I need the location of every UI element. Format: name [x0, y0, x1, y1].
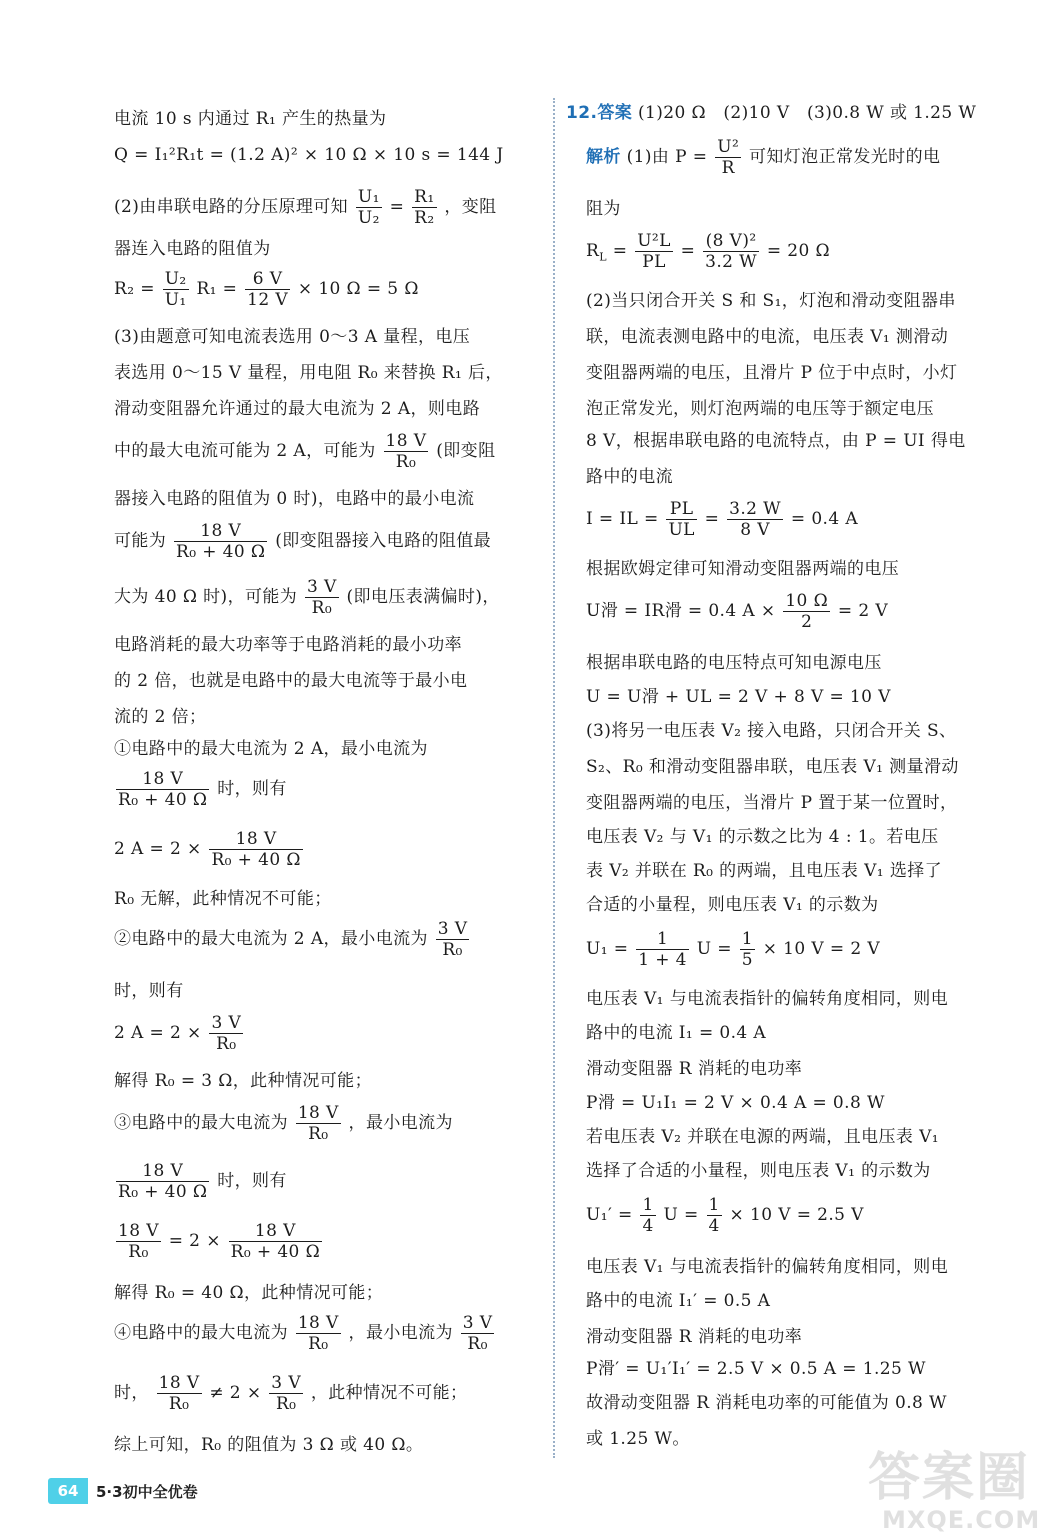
fraction-numerator: 18 V — [297, 1313, 339, 1333]
fraction — [209, 830, 302, 869]
fraction — [707, 1196, 722, 1235]
fraction-denominator: R — [715, 157, 741, 177]
text-line: 的 2 倍，也就是电路中的最大电流等于最小电 — [114, 671, 468, 691]
fraction — [174, 522, 267, 561]
fraction-denominator: 5 — [741, 950, 753, 970]
text-segment: 可知灯泡正常发光时的电 — [748, 147, 941, 167]
text-segment: = — [612, 241, 628, 261]
question-number: 12. — [566, 103, 598, 123]
case-2-heading — [114, 920, 471, 959]
fraction — [116, 770, 209, 809]
fraction-numerator: (8 V)² — [705, 231, 757, 251]
fraction-numerator: 18 V — [254, 1221, 296, 1241]
answer-tag: 答案 — [597, 103, 633, 123]
fraction — [209, 1014, 243, 1053]
equation-power-1: P滑 = U₁I₁ = 2 V × 0.4 A = 0.8 W — [586, 1093, 885, 1113]
case-4-heading — [114, 1314, 496, 1353]
text-segment: U₁′ = — [586, 1205, 633, 1225]
fraction — [666, 500, 696, 539]
text-line: 若电压表 V₂ 并联在电源的两端，且电压表 V₁ — [586, 1127, 939, 1147]
text-line: 电压表 V₂ 与 V₁ 的示数之比为 4 : 1。若电压 — [586, 827, 939, 847]
text-line: 电压表 V₁ 与电流表指针的偏转角度相同，则电 — [586, 989, 949, 1009]
text-segment: R — [586, 241, 600, 261]
text-segment: × 10 V = 2.5 V — [729, 1205, 864, 1225]
text-line: 8 V，根据串联电路的电流特点，由 P = UI 得电 — [586, 431, 966, 451]
text-line: 根据欧姆定律可知滑动变阻器两端的电压 — [586, 559, 900, 579]
text-segment: × 10 Ω = 5 Ω — [297, 279, 419, 299]
fraction — [356, 188, 382, 227]
text-line: 泡正常发光，则灯泡两端的电压等于额定电压 — [586, 399, 934, 419]
fraction — [163, 270, 189, 309]
text-segment: 时，则有 — [217, 1171, 287, 1191]
case-3-heading — [114, 1104, 453, 1143]
fraction-denominator: R₀ — [296, 1123, 341, 1143]
equation-r2 — [114, 270, 419, 309]
fraction-numerator: 18 V — [385, 431, 427, 451]
fraction — [157, 1374, 202, 1413]
fraction-denominator: R₀ + 40 Ω — [176, 542, 266, 562]
analysis-tag: 解析 — [586, 147, 621, 167]
fraction-denominator: 12 V — [247, 290, 289, 310]
text-line: 变阻器两端的电压，当滑片 P 置于某一位置时， — [586, 793, 958, 813]
text-line: S₂、R₀ 和滑动变阻器串联，电压表 V₁ 测量滑动 — [586, 757, 959, 777]
fraction-denominator: R₂ — [414, 208, 435, 228]
fraction-numerator: PL — [669, 499, 694, 519]
text-segment: ③电路中的最大电流为 — [114, 1113, 288, 1133]
fraction-denominator: 4 — [642, 1216, 654, 1236]
text-line — [114, 1374, 467, 1413]
equation-u1-prime — [586, 1196, 864, 1235]
text-segment: 时，则有 — [217, 779, 287, 799]
equation-current — [586, 500, 858, 539]
fraction — [296, 1314, 341, 1353]
fraction-numerator: 18 V — [118, 1221, 159, 1241]
text-segment: = 2 V — [837, 601, 889, 621]
fraction — [703, 232, 759, 271]
fraction — [727, 500, 783, 539]
fraction — [116, 1162, 209, 1201]
fraction-numerator: 18 V — [235, 829, 277, 849]
fraction — [461, 1314, 495, 1353]
text-line — [114, 770, 287, 809]
text-line: 联，电流表测电路中的电流，电压表 V₁ 测滑动 — [586, 327, 949, 347]
fraction-denominator: R₀ — [296, 1333, 341, 1353]
fraction — [412, 188, 436, 227]
fraction-denominator: R₀ — [269, 1393, 303, 1413]
fraction-numerator: 10 Ω — [785, 591, 829, 611]
text-line: R₀ 无解，此种情况不可能； — [114, 889, 332, 909]
text-line: 阻为 — [586, 199, 621, 219]
fraction-numerator: 6 V — [252, 269, 283, 289]
fraction — [269, 1374, 303, 1413]
fraction-denominator: R₀ + 40 Ω — [118, 790, 208, 810]
equation-case-3 — [114, 1222, 324, 1261]
fraction-denominator: R₀ — [157, 1393, 202, 1413]
equation-heat: Q = I₁²R₁t = (1.2 A)² × 10 Ω × 10 s = 144 J — [114, 145, 504, 165]
text-line: 合适的小量程，则电压表 V₁ 的示数为 — [586, 895, 879, 915]
fraction-denominator: PL — [635, 251, 673, 271]
fraction — [384, 432, 429, 471]
text-segment: ≠ 2 × — [209, 1383, 262, 1403]
fraction-numerator: 18 V — [142, 1161, 184, 1181]
fraction — [116, 1222, 161, 1261]
text-line: 选择了合适的小量程，则电压表 V₁ 的示数为 — [586, 1161, 931, 1181]
equation-case-1 — [114, 830, 305, 869]
fraction-denominator: 4 — [708, 1216, 720, 1236]
text-line: 根据串联电路的电压特点可知电源电压 — [586, 653, 882, 673]
text-line: 器接入电路的阻值为 0 时)，电路中的最小电流 — [114, 489, 475, 509]
text-segment: ②电路中的最大电流为 2 A，最小电流为 — [114, 929, 428, 949]
text-segment: = 2 × — [168, 1231, 221, 1251]
text-line: 变阻器两端的电压，且滑片 P 位于中点时，小灯 — [586, 363, 958, 383]
fraction-numerator: U²L — [637, 231, 671, 251]
text-line: 滑动变阻器允许通过的最大电流为 2 A，则电路 — [114, 399, 481, 419]
fraction-denominator: R₀ — [461, 1333, 495, 1353]
text-line: 时，则有 — [114, 981, 184, 1001]
text-segment: R₁ = — [196, 279, 238, 299]
text-segment: U滑 = IR滑 = 0.4 A × — [586, 601, 776, 621]
fraction-denominator: UL — [668, 520, 695, 540]
text-segment: 可能为 — [114, 531, 167, 551]
text-line: 滑动变阻器 R 消耗的电功率 — [586, 1059, 803, 1079]
fraction-numerator: 1 — [741, 929, 753, 949]
answer-text: (1)20 Ω (2)10 V (3)0.8 W 或 1.25 W — [637, 103, 977, 123]
fraction — [783, 592, 830, 631]
text-segment: ，此种情况不可能； — [310, 1383, 468, 1403]
fraction — [436, 920, 470, 959]
text-line: 器连入电路的阻值为 — [114, 239, 271, 259]
text-segment: (1)由 P = — [626, 147, 708, 167]
fraction-numerator: 18 V — [158, 1373, 200, 1393]
equation-case-2 — [114, 1014, 245, 1053]
fraction — [715, 138, 741, 177]
question-12-answer — [566, 102, 976, 124]
text-line: 解得 R₀ = 40 Ω，此种情况可能； — [114, 1283, 384, 1303]
watermark-logo — [868, 1450, 1048, 1534]
brand-title: 5·3初中全优卷 — [96, 1482, 198, 1501]
fraction — [229, 1222, 322, 1261]
fraction-denominator: R₀ — [305, 597, 339, 617]
equation-u-total: U = U滑 + UL = 2 V + 8 V = 10 V — [586, 687, 891, 707]
case-1-heading: ①电路中的最大电流为 2 A，最小电流为 — [114, 739, 428, 759]
analysis-line — [586, 138, 940, 177]
text-segment: ，变阻 — [444, 197, 497, 217]
text-segment: = — [704, 509, 720, 529]
fraction-numerator: 3.2 W — [729, 499, 782, 519]
text-segment: ④电路中的最大电流为 — [114, 1323, 288, 1343]
text-segment: 2 A = 2 × — [114, 1023, 202, 1043]
text-segment: = 20 Ω — [766, 241, 831, 261]
text-segment: × 10 V = 2 V — [762, 939, 881, 959]
fraction-numerator: 1 — [656, 929, 669, 949]
text-segment: L — [599, 250, 607, 264]
page-number: 64 — [48, 1478, 88, 1504]
text-segment: 2 A = 2 × — [114, 839, 202, 859]
fraction-denominator: R₀ + 40 Ω — [230, 1242, 321, 1262]
text-segment: 时， — [114, 1383, 149, 1403]
text-segment: R₂ = — [114, 279, 155, 299]
text-line: 表 V₂ 并联在 R₀ 的两端，且电压表 V₁ 选择了 — [586, 861, 943, 881]
watermark-url: MXQE.COM — [882, 1506, 1041, 1534]
text-line: 路中的电流 — [586, 467, 673, 487]
fraction — [296, 1104, 341, 1143]
fraction-denominator: R₀ + 40 Ω — [118, 1182, 208, 1202]
page-footer — [48, 1478, 198, 1504]
text-segment: = — [389, 197, 405, 217]
text-segment: I = IL = — [586, 509, 659, 529]
text-segment: ，最小电流为 — [348, 1323, 453, 1343]
text-segment: (即电压表满偏时)， — [346, 587, 500, 607]
text-line: 路中的电流 I₁′ = 0.5 A — [586, 1291, 771, 1311]
fraction-numerator: 18 V — [142, 769, 184, 789]
text-segment: (即变阻器接入电路的阻值最 — [275, 531, 492, 551]
fraction-denominator: R₀ + 40 Ω — [211, 850, 301, 870]
fraction — [305, 578, 339, 617]
fraction-denominator: R₀ — [116, 1241, 161, 1261]
fraction-denominator: R₀ — [209, 1033, 243, 1053]
text-segment: = — [680, 241, 696, 261]
fraction-denominator: U₁ — [164, 290, 187, 310]
text-line: 电流 10 s 内通过 R₁ 产生的热量为 — [114, 109, 387, 129]
text-line — [114, 522, 491, 561]
conclusion-line: 综上可知，R₀ 的阻值为 3 Ω 或 40 Ω。 — [114, 1435, 424, 1455]
watermark-text: 答案圈 — [868, 1448, 1031, 1508]
text-line: 流的 2 倍； — [114, 707, 207, 727]
fraction-numerator: 1 — [708, 1195, 720, 1215]
fraction-denominator: R₀ — [384, 451, 429, 471]
text-line: 滑动变阻器 R 消耗的电功率 — [586, 1327, 803, 1347]
text-segment: U = — [663, 1205, 699, 1225]
fraction-numerator: 1 — [642, 1195, 654, 1215]
text-line: (2)当只闭合开关 S 和 S₁，灯泡和滑动变阻器串 — [586, 291, 956, 311]
text-line — [114, 1162, 287, 1201]
text-line: 路中的电流 I₁ = 0.4 A — [586, 1023, 767, 1043]
fraction — [640, 1196, 655, 1235]
fraction-numerator: 3 V — [462, 1313, 493, 1333]
fraction — [636, 930, 689, 969]
text-segment: (即变阻 — [436, 441, 496, 461]
text-segment: = 0.4 A — [790, 509, 859, 529]
text-segment: 大为 40 Ω 时)，可能为 — [114, 587, 298, 607]
text-line: 解得 R₀ = 3 Ω，此种情况可能； — [114, 1071, 372, 1091]
equation-power-2: P滑′ = U₁′I₁′ = 2.5 V × 0.5 A = 1.25 W — [586, 1359, 926, 1379]
fraction-denominator: 8 V — [727, 519, 783, 539]
text-segment: ，最小电流为 — [348, 1113, 453, 1133]
fraction-numerator: 18 V — [297, 1103, 339, 1123]
column-divider — [553, 98, 555, 1458]
text-line: 电路消耗的最大功率等于电路消耗的最小功率 — [114, 635, 462, 655]
fraction — [635, 232, 673, 271]
fraction-denominator: U₂ — [357, 208, 380, 228]
text-segment: 中的最大电流可能为 2 A，可能为 — [114, 441, 376, 461]
text-line: (3)由题意可知电流表选用 0～3 A 量程，电压 — [114, 327, 471, 347]
text-line — [114, 188, 497, 227]
fraction-numerator: U₁ — [357, 187, 380, 207]
fraction-numerator: 3 V — [271, 1373, 301, 1393]
fraction-denominator: 2 — [783, 611, 830, 631]
fraction-numerator: 3 V — [437, 919, 468, 939]
text-segment: (2)由串联电路的分压原理可知 — [114, 197, 349, 217]
text-segment: U = — [696, 939, 732, 959]
fraction-denominator: 3.2 W — [705, 252, 758, 272]
text-line: 故滑动变阻器 R 消耗电功率的可能值为 0.8 W — [586, 1393, 947, 1413]
fraction-numerator: U₂ — [164, 269, 187, 289]
fraction-denominator: 1 + 4 — [638, 950, 687, 970]
fraction-numerator: 3 V — [211, 1013, 242, 1033]
fraction-denominator: R₀ — [436, 939, 470, 959]
conclusion-line: 或 1.25 W。 — [586, 1429, 690, 1449]
equation-rl — [586, 232, 830, 271]
fraction-numerator: U² — [717, 137, 740, 157]
text-line: 表选用 0～15 V 量程，用电阻 R₀ 来替换 R₁ 后， — [114, 363, 503, 383]
fraction-numerator: R₁ — [414, 187, 435, 207]
equation-u1 — [586, 930, 880, 969]
text-line: (3)将另一电压表 V₂ 接入电路，只闭合开关 S、 — [586, 721, 957, 741]
equation-u-slide — [586, 592, 888, 631]
fraction — [740, 930, 755, 969]
text-line: 电压表 V₁ 与电流表指针的偏转角度相同，则电 — [586, 1257, 949, 1277]
fraction — [245, 270, 290, 309]
fraction-numerator: 18 V — [200, 521, 242, 541]
fraction-numerator: 3 V — [306, 577, 337, 597]
text-segment: U₁ = — [586, 939, 629, 959]
text-line — [114, 432, 495, 471]
text-line — [114, 578, 500, 617]
